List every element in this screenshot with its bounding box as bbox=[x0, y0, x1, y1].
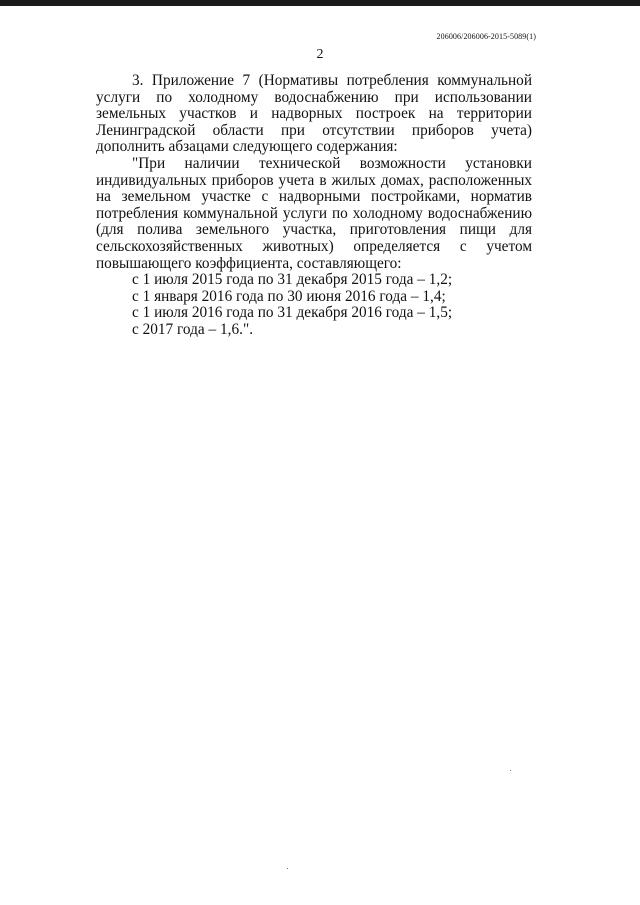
page-number: 2 bbox=[316, 47, 324, 62]
coefficient-item: с 2017 года – 1,6.". bbox=[132, 320, 254, 338]
coefficient-item: с 1 января 2016 года по 30 июня 2016 года – 1,4; bbox=[132, 287, 446, 305]
coefficient-list bbox=[96, 272, 532, 338]
coefficient-item: с 1 июля 2016 года по 31 декабря 2016 года – 1,5; bbox=[132, 304, 453, 322]
scan-speck bbox=[510, 770, 511, 771]
document-body bbox=[96, 73, 532, 339]
quoted-paragraph: "При наличии технической возможности установки индивидуальных приборов учета в жилых домах, расположенных на земельном участке с надворными постройками, норматив потребления коммунальной услуги по холодному водоснабжению (для полива земельного участка, приготовления пищи для сельскохозяйственных животных) определяется с учетом повышающего коэффициента, составляющего: bbox=[96, 154, 532, 272]
coefficient-item: с 1 июля 2015 года по 31 декабря 2015 года – 1,2; bbox=[132, 271, 453, 289]
scan-top-edge bbox=[0, 0, 640, 6]
amendment-paragraph: 3. Приложение 7 (Нормативы потребления коммунальной услуги по холодному водоснабжению при использовании земельных участков и надворных построек на территории Ленинградской области при отсутствии приборов учета) дополнить абзацами следующего содержания: bbox=[96, 72, 532, 156]
document-id: 206006/206006-2015-5089(1) bbox=[436, 32, 536, 41]
scan-speck bbox=[287, 868, 288, 869]
